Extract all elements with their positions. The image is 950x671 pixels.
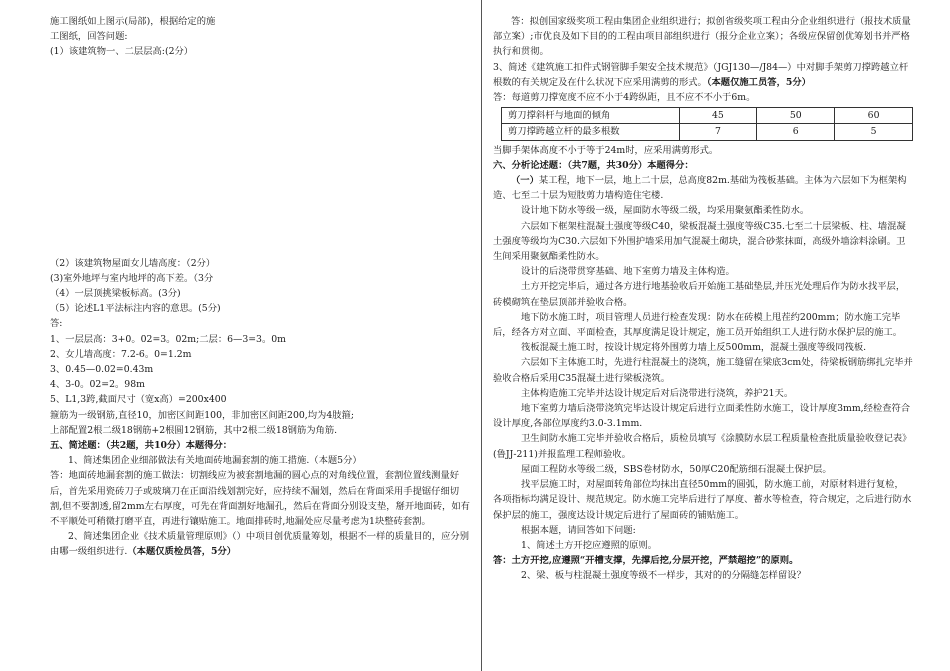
section-6-intro-label: （一） — [511, 175, 539, 187]
table-cell: 7 — [679, 124, 757, 140]
section-6-answer-1: 答：土方开挖,应遵照“开槽支撑，先撑后挖,分层开挖，严禁超挖”的原则。 — [493, 555, 799, 567]
table-row — [502, 108, 913, 124]
section-5-answer-3: 答：每道剪刀撑宽度不应不小于4跨纵距，且不应不不小于6m。 — [493, 92, 756, 104]
section-5-question-2 — [50, 529, 470, 559]
section-5-question-2-text: 2、简述集团企业《技术质量管理原则》（）中项目创优质量筹划，根据不一样的质量目的，应分别由哪一级组织进行. — [50, 531, 470, 558]
left-column — [50, 14, 470, 560]
question-1: (1）该建筑物一、二层层高:(2分） — [50, 46, 194, 58]
section-6-paragraph: 主体构造施工完毕并达设计规定后对后浇带进行浇筑，养护21天。 — [521, 387, 794, 399]
question-2: （2）该建筑物屋面女儿墙高度：（2分） — [50, 257, 216, 269]
table-cell-label: 剪刀撑斜杆与地面的倾角 — [502, 108, 680, 124]
left-top-line-1: 施工图纸如上图示(局部)，根据给定的施 — [50, 16, 216, 27]
section-6-paragraph: 屋面工程防水等级二级，SBS卷材防水，50厚C20配筋细石混凝土保护层。 — [521, 463, 832, 475]
section-6-question-1: 1、简述土方开挖应遵照的原则。 — [521, 539, 658, 551]
table-cell: 5 — [835, 124, 913, 140]
table-cell-label: 剪刀撑跨越立杆的最多根数 — [502, 124, 680, 140]
right-column — [493, 14, 913, 584]
section-6-paragraph: 设计的后浇带贯穿基础、地下室剪力墙及主体构造。 — [521, 266, 735, 278]
section-6-paragraph: 六层如下框架柱混凝土强度等级C40，梁板混凝土强度等级C35.七至二十层梁板、柱、墙混凝土强度等级均为C30.六层如下外围护墙采用加气混凝土砌块，混合砂浆抹面，高级外墙涂料涂刷。卫生间采用聚氨酯柔性防水。 — [493, 220, 906, 263]
answer-5-stirrups: 箍筋为一级钢筋,直径10，加密区间距100，非加密区间距200,均为4肢箍; — [50, 409, 354, 421]
section-6-intro-text: 某工程，地下一层，地上二十层，总高度82m.基础为筏板基础。主体为六层如下为框架构造、七至二十层为短肢剪力墙构造住宅楼. — [493, 175, 907, 202]
answer-5: 5、L1,3跨,截面尺寸（宽x高）=200x400 — [50, 394, 227, 406]
answer-label: 答: — [50, 318, 63, 330]
section-5-answer-1: 答：地面砖地漏套割的施工做法：切割线应为被套割地漏的圆心点的对角线位置，套割位置线测量好后，首先采用瓷砖刀子或玻璃刀在正面沿线划割完好，应持续不漏划，然后在背面采用手提锯仔细切割,但不要割透,留2mm左右厚度，可先在背面割好地漏孔，然后在背面分别设支垫，掰开地面砖，如有不平顺处可稍微打磨平直，再进行镶贴施工。地面排砖时,地漏处应尽量考虑为1块整砖套割。 — [50, 470, 470, 528]
section-5-question-3-text: 3、简述《建筑施工扣件式钢管脚手架安全技术规范》（JGJ130—/J84—）中对脚手架剪刀撑跨越立杆根数的有关规定及在什么状况下应采用满剪的形式。 — [493, 61, 909, 88]
section-6-question-2: 2、梁、板与柱混凝土强度等级不一样步，其对的的分隔缝怎样留设？ — [521, 570, 806, 582]
drawing-figure-placeholder — [50, 60, 470, 256]
question-5: （5）论述L1平法标注内容的意思。(5分) — [50, 303, 221, 315]
table-cell: 60 — [835, 108, 913, 124]
section-6-title: 六、分析论述题：（共7题，共30分）本题得分： — [493, 159, 694, 171]
section-6-paragraph: 根据本题，请回答如下问题: — [521, 524, 636, 536]
section-6-paragraph: 设计地下防水等级一级，屋面防水等级二级，均采用聚氨酯柔性防水。 — [521, 205, 810, 217]
section-6-paragraph: 地下室剪力墙后浇带浇筑完毕达设计规定后进行立面柔性防水施工，设计厚度3mm,经检查符合设计厚度,各部位厚度约3.0-3.1mm. — [493, 403, 911, 430]
section-6-paragraph-1 — [493, 173, 913, 203]
answer-3: 3、0.45—0.02=0.43m — [50, 364, 154, 376]
question-3: (3)室外地坪与室内地坪的高下差。（3分 — [50, 272, 214, 284]
table-row — [502, 124, 913, 140]
section-5-title: 五、简述题：（共2题，共10分）本题得分： — [50, 440, 233, 452]
section-6-paragraph: 土方开挖完毕后，通过各方进行地基验收后开始施工基础垫层,并压光处理后作为防水找平层，砖模砌筑在垫层顶部并验收合格。 — [493, 281, 906, 308]
section-5-question-2-note: （本题仅质检员答，5分） — [127, 546, 237, 558]
section-5-question-3-note: （本题仅施工员答，5分） — [706, 76, 811, 88]
section-6-paragraph: 卫生间防水施工完毕并验收合格后，质检员填写《涂膜防水层工程质量检查批质量验收登记表》(鲁JJ-211)并报监理工程师验收。 — [493, 433, 912, 460]
answer-4: 4、3-0。02=2。98m — [50, 379, 145, 391]
answer-5-rebar: 上部配置2根二级18钢筋+2根圆12钢筋，其中2根二级18钢筋为角筋. — [50, 424, 338, 436]
table-footnote: 当脚手架体高度不小于等于24m时，应采用满剪形式。 — [493, 144, 719, 156]
section-5-question-1: 1、简述集团企业细部做法有关地面砖地漏套割的施工措施.（本题5分） — [68, 455, 362, 467]
answer-2: 2、女儿墙高度：7.2-6。0=1.2m — [50, 348, 192, 360]
section-5-question-3 — [493, 60, 913, 90]
question-4: （4）一层顶挑梁板标高。(3分) — [50, 288, 181, 300]
table-cell: 6 — [757, 124, 835, 140]
table-cell: 45 — [679, 108, 757, 124]
column-divider — [481, 0, 482, 671]
section-6-paragraph: 地下防水施工时，项目管理人员进行检查发现：防水在砖模上甩茬约200mm；防水施工完毕后，经各方对立面、平面检查，其厚度满足设计规定，施工员开始组织工人进行防水保护层的施工。 — [493, 311, 903, 339]
section-6-paragraph: 筏板混凝土施工时，按设计规定将外围剪力墙上反500mm，混凝土强度等级同筏板. — [521, 342, 867, 354]
scissor-brace-table — [501, 107, 913, 140]
section-6-paragraph: 六层如下主体施工时，先进行柱混凝土的浇筑，施工缝留在梁底3cm处，待梁板钢筋绑扎完毕并验收合格后采用C35混凝土进行梁板浇筑。 — [493, 357, 913, 384]
table-cell: 50 — [757, 108, 835, 124]
left-top-line-2: 工图纸，回答问题: — [50, 31, 128, 43]
answer-1: 1、一层层高：3+0。02=3。02m;二层：6—3=3。0m — [50, 333, 286, 345]
section-6-paragraph: 找平层施工时，对屋面转角部位均抹出直径50mm的圆弧，防水施工前，对原材料进行复检，各项指标均满足设计、规范规定。防水施工完毕后进行了厚度、蓄水等检查，符合规定，之后进行防水保护层的施工，强度达设计规定后进行了屋面砖的铺贴施工。 — [493, 479, 912, 521]
right-answer-top: 答：拟创国家级奖项工程由集团企业组织进行；拟创省级奖项工程由分企业组织进行（报技术质量部立案）;市优良及如下目的的工程由项目部组织进行（报分企业立案）；各级应保留创优筹划书并严格执行和贯彻。 — [493, 16, 911, 58]
